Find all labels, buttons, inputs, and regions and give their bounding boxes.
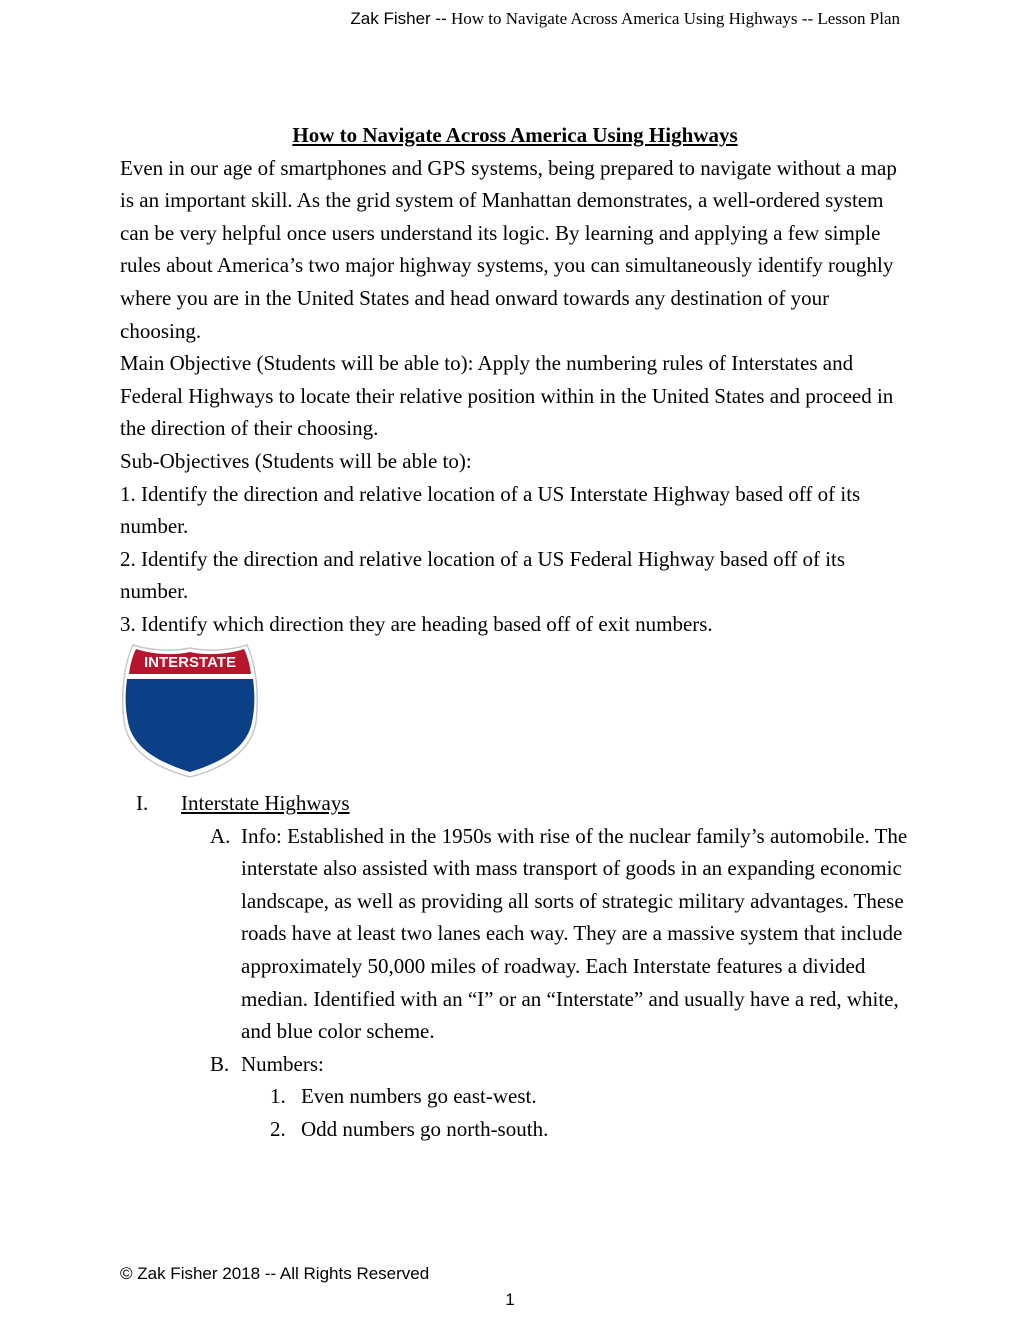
sub-objective-item: 3. Identify which direction they are heading based off of exit numbers. — [120, 611, 713, 636]
outline — [0, 787, 1020, 1146]
sub-objectives-heading: Sub-Objectives (Students will be able to): — [120, 448, 472, 473]
header-title: How to Navigate Across America Using Highways -- Lesson Plan — [446, 9, 900, 28]
document-title: How to Navigate Across America Using Highways — [292, 123, 738, 147]
outline-marker: 2. — [270, 1116, 286, 1141]
page-number: 1 — [505, 1290, 515, 1309]
sub-objective-item: 1. Identify the direction and relative location of a US Interstate Highway based off of its number. — [120, 481, 861, 539]
main-objective: Main Objective (Students will be able to): Apply the numbering rules of Interstates and Federal Highways to locate their relative position within in the United States and proceed in the direction of their choosing. — [120, 351, 894, 441]
info-paragraph: Info: Established in the 1950s with rise of the nuclear family’s automobile. The interstate also assisted with mass transport of goods in an expanding economic landscape, as well as providing all sorts of strategic military advantages. These roads have at least two lanes each way. They are a massive system that include approximately 50,000 miles of roadway. Each Interstate features a divided median. Identified with an “I” or an “Interstate” and usually have a red, white, and blue color scheme. — [241, 823, 908, 1044]
header-author: Zak Fisher -- — [350, 9, 447, 28]
numbers-rule: Even numbers go east-west. — [301, 1084, 537, 1109]
page-footer: © Zak Fisher 2018 -- All Rights Reserved — [120, 1264, 430, 1283]
outline-marker: 1. — [270, 1084, 286, 1109]
numbers-rule: Odd numbers go north-south. — [301, 1116, 549, 1141]
shield-blue-field — [126, 679, 255, 772]
intro-paragraph: Even in our age of smartphones and GPS systems, being prepared to navigate without a map is an important skill. As the grid system of Manhattan demonstrates, a well-ordered system can be very helpful once users understand its logic. By learning and applying a few simple rules about America’s two major highway systems, you can simultaneously identify roughly where you are in the United States and head onward towards any destination of your choosing. — [120, 155, 897, 343]
document-body — [120, 119, 910, 641]
outline-marker: I. — [136, 791, 149, 815]
interstate-shield-image — [121, 642, 259, 779]
shield-label: INTERSTATE — [144, 654, 236, 671]
outline-marker: A. — [210, 823, 231, 848]
page-header — [350, 9, 900, 29]
section-title: Interstate Highways — [181, 791, 350, 815]
outline-marker: B. — [210, 1051, 230, 1076]
sub-objective-item: 2. Identify the direction and relative location of a US Federal Highway based off of its number. — [120, 546, 846, 604]
numbers-heading: Numbers: — [241, 1051, 324, 1076]
